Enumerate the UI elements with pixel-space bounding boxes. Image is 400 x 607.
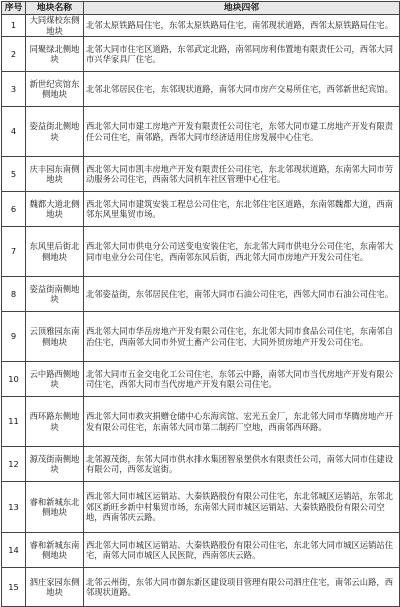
- table-row: [2, 15, 400, 37]
- row-neighbors: 西北邻大同市救灾捐赠仓储中心东海宾馆、宏光五金厂，东北邻大同市华腾房地产开发有限公司住宅，东南邻大同市第二制药厂空地，西南邻西环路。: [84, 397, 400, 447]
- row-parcel-name: 西环路东侧地块: [26, 397, 84, 447]
- row-parcel-name: 睿和新城东北侧地块: [26, 482, 84, 533]
- table-row: [2, 447, 400, 482]
- row-number: 4: [2, 107, 26, 157]
- row-neighbors: 北邻源茂街，东邻大同市供水排水集团智泉堡供水有限责任公司，南邻大同市住建设有限公司，西邻友谊街。: [84, 447, 400, 482]
- parcel-table: [1, 1, 400, 607]
- row-number: 3: [2, 72, 26, 107]
- table-row: [2, 192, 400, 227]
- row-neighbors: 北邻大同市住宅区道路，东邻武定北路，南邻同房利伟置地有限责任公司，西邻大同市兴华家具厂住宅。: [84, 37, 400, 72]
- row-parcel-name: 新世纪宾馆东侧地块: [26, 72, 84, 107]
- table-row: [2, 277, 400, 312]
- row-number: 5: [2, 157, 26, 192]
- row-number: 7: [2, 227, 26, 277]
- row-neighbors: 西北邻大同市城区运销站、大秦铁路股份有限公司住宅，东北邻城区运销站，东邻北郊区新旺乡新中村集贸市场，东南邻大同市城区运销站、大秦铁路股份有限公司空地，西南邻庆云路。: [84, 482, 400, 533]
- table-row: [2, 312, 400, 362]
- header-name: 地块名称: [26, 2, 84, 15]
- row-number: 15: [2, 568, 26, 607]
- row-parcel-name: 庆丰园东南侧地块: [26, 157, 84, 192]
- table-row: [2, 533, 400, 568]
- row-neighbors: 西北邻大同市城区运销站、大秦铁路股份有限公司住宅，东北邻大同市城区运销站住宅，南邻大同市城区人民医院，西南邻庆云路。: [84, 533, 400, 568]
- row-parcel-name: 姿益街南侧地块: [26, 277, 84, 312]
- row-parcel-name: 魏都大道北侧地块: [26, 192, 84, 227]
- table-row: [2, 362, 400, 397]
- row-neighbors: 北邻大同市五金交电化工公司住宅，东邻云中路，南邻大同市当代房地产开发有限公司住宅，西邻大同市当代房地产开发有限公司住宅。: [84, 362, 400, 397]
- row-neighbors: 北邻姿益街，东邻居民住宅，南邻大同市石油公司住宅，西邻大同市石油公司住宅。: [84, 277, 400, 312]
- table-row: [2, 107, 400, 157]
- row-neighbors: 西北邻大同市华岳房地产开发有限公司住宅，东北邻大同市食品公司住宅，东南邻自治住宅，西南邻大同市外贸土畜产公司住宅、大同外贸房地产开发公司住宅。: [84, 312, 400, 362]
- row-neighbors: 北邻云州街，东邻大同市御东新区建设项目管理有限公司泗庄住宅，南邻云山路，西邻现状道路。: [84, 568, 400, 607]
- row-number: 6: [2, 192, 26, 227]
- row-number: 8: [2, 277, 26, 312]
- table-row: [2, 157, 400, 192]
- row-parcel-name: 姿益街北侧地块: [26, 107, 84, 157]
- table-row: [2, 227, 400, 277]
- header-desc: 地块四邻: [84, 2, 400, 15]
- row-parcel-name: 睿和新城东南侧地块: [26, 533, 84, 568]
- row-parcel-name: 云中路西侧地块: [26, 362, 84, 397]
- row-neighbors: 西北邻大同市供电分公司送变电安装住宅，东北邻大同市供电分公司住宅，东南邻大同市电业分公司住宅，西南邻东风后街，西北邻大同市房地产开发公司住宅。: [84, 227, 400, 277]
- row-number: 1: [2, 15, 26, 37]
- row-parcel-name: 源茂街南侧地块: [26, 447, 84, 482]
- header-no: 序号: [2, 2, 26, 15]
- row-number: 14: [2, 533, 26, 568]
- table-header-row: [2, 2, 400, 15]
- row-number: 2: [2, 37, 26, 72]
- row-number: 10: [2, 362, 26, 397]
- table-row: [2, 37, 400, 72]
- row-neighbors: 西北邻大同市建工房地产开发有限责任公司住宅，东邻大同市建工房地产开发有限责任公司住宅，南邻路，西邻大同市经济适用住房发展中心住宅。: [84, 107, 400, 157]
- row-number: 9: [2, 312, 26, 362]
- table-row: [2, 72, 400, 107]
- row-number: 13: [2, 482, 26, 533]
- table-row: [2, 568, 400, 607]
- row-number: 11: [2, 397, 26, 447]
- row-parcel-name: 东风里后街北侧地块: [26, 227, 84, 277]
- row-parcel-name: 泗庄家园东侧地块: [26, 568, 84, 607]
- row-neighbors: 北邻北邻居民住宅，东邻现状道路，南邻大同市房产交易所住宅，西邻新世纪宾馆。: [84, 72, 400, 107]
- row-parcel-name: 同聚绿北侧地块: [26, 37, 84, 72]
- row-neighbors: 北邻太原铁路局住宅，东邻太原铁路局住宅，南邻现状道路，西邻太原铁路局住宅。: [84, 15, 400, 37]
- row-parcel-name: 大同煤校东侧地块: [26, 15, 84, 37]
- row-parcel-name: 云顶雅园东南侧地块: [26, 312, 84, 362]
- row-number: 12: [2, 447, 26, 482]
- table-row: [2, 397, 400, 447]
- table-row: [2, 482, 400, 533]
- row-neighbors: 西北邻大同市凯丰房地产开发有限责任公司住宅，东北邻现状道路，东南邻大同市劳动服务公司住宅，西南邻大同机车社区管理中心住宅。: [84, 157, 400, 192]
- row-neighbors: 西北邻大同市建筑安装工程总公司住宅，东北邻住宅区道路，东南邻魏都大道，西南邻东风里集贸市场。: [84, 192, 400, 227]
